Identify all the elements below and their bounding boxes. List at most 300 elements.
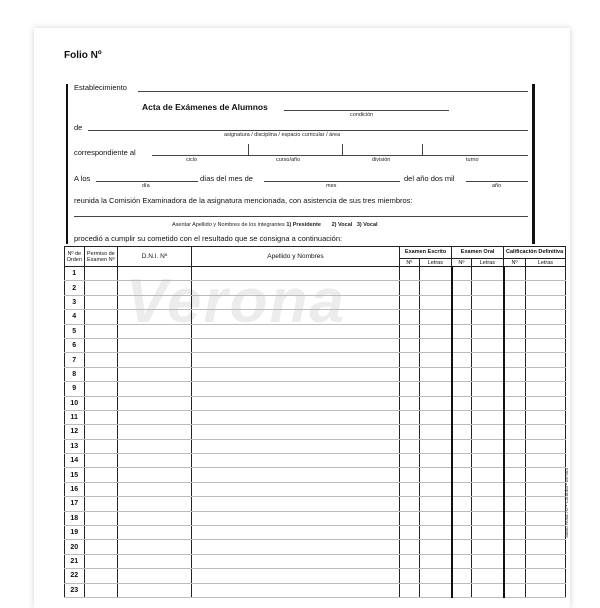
ano-hint: año — [492, 183, 502, 189]
procedio-text: procedió a cumplir su cometido con el resultado que se consigna a continuación: — [74, 234, 343, 243]
row-cell[interactable] — [118, 468, 192, 482]
row-cell[interactable] — [419, 526, 452, 540]
row-cell[interactable] — [525, 295, 565, 309]
table-row — [65, 338, 566, 352]
row-number: 8 — [65, 367, 85, 381]
row-cell[interactable] — [118, 396, 192, 410]
row-cell[interactable] — [84, 454, 118, 468]
table-row — [65, 511, 566, 525]
row-cell[interactable] — [118, 454, 192, 468]
asentar-hint — [172, 222, 378, 228]
row-cell[interactable] — [84, 425, 118, 439]
row-cell[interactable] — [452, 281, 472, 295]
row-cell[interactable] — [525, 382, 565, 396]
row-number: 7 — [65, 353, 85, 367]
row-cell[interactable] — [504, 468, 526, 482]
row-cell[interactable] — [525, 353, 565, 367]
table-row — [65, 425, 566, 439]
escrito-no-header: Nº — [400, 259, 420, 267]
row-cell[interactable] — [118, 439, 192, 453]
row-cell[interactable] — [471, 482, 504, 496]
row-cell[interactable] — [191, 367, 399, 381]
table-row — [65, 281, 566, 295]
mes-hint: mes — [326, 183, 337, 189]
row-cell[interactable] — [118, 367, 192, 381]
right-bar — [532, 84, 535, 244]
row-cell[interactable] — [419, 468, 452, 482]
row-cell[interactable] — [471, 439, 504, 453]
row-cell[interactable] — [419, 382, 452, 396]
row-cell[interactable] — [525, 569, 565, 583]
row-cell[interactable] — [471, 526, 504, 540]
row-cell[interactable] — [400, 497, 420, 511]
col-orden-header: Nº de Orden — [65, 247, 85, 267]
table-row — [65, 367, 566, 381]
row-cell[interactable] — [452, 324, 472, 338]
col-escrito-header: Examen Escrito — [400, 247, 452, 259]
row-cell[interactable] — [400, 540, 420, 554]
row-cell[interactable] — [400, 324, 420, 338]
tick-2 — [342, 144, 343, 156]
row-cell[interactable] — [504, 410, 526, 424]
row-cell[interactable] — [118, 310, 192, 324]
escrito-letras-header: Letras — [419, 259, 452, 267]
row-cell[interactable] — [525, 425, 565, 439]
table-row — [65, 353, 566, 367]
row-cell[interactable] — [471, 583, 504, 597]
row-cell[interactable] — [471, 497, 504, 511]
row-cell[interactable] — [191, 324, 399, 338]
row-cell[interactable] — [471, 324, 504, 338]
table-row — [65, 569, 566, 583]
row-cell[interactable] — [84, 439, 118, 453]
table-row — [65, 526, 566, 540]
row-number: 12 — [65, 425, 85, 439]
row-cell[interactable] — [84, 468, 118, 482]
mes-line[interactable] — [264, 181, 400, 182]
row-cell[interactable] — [84, 353, 118, 367]
row-number: 6 — [65, 338, 85, 352]
row-cell[interactable] — [419, 425, 452, 439]
row-number: 19 — [65, 526, 85, 540]
row-cell[interactable] — [419, 569, 452, 583]
row-cell[interactable] — [84, 324, 118, 338]
row-cell[interactable] — [419, 439, 452, 453]
row-cell[interactable] — [84, 482, 118, 496]
establecimiento-label: Establecimiento — [74, 83, 127, 92]
row-cell[interactable] — [118, 540, 192, 554]
row-cell[interactable] — [118, 526, 192, 540]
de-label: de — [74, 123, 83, 132]
presidente-label: 1) Presidente — [286, 222, 321, 228]
row-cell[interactable] — [525, 454, 565, 468]
row-cell[interactable] — [452, 497, 472, 511]
row-cell[interactable] — [471, 410, 504, 424]
row-cell[interactable] — [118, 353, 192, 367]
asentar-text: Asentar Apellido y Nombres de los integrantes — [172, 222, 285, 228]
row-cell[interactable] — [400, 295, 420, 309]
row-cell[interactable] — [471, 511, 504, 525]
row-cell[interactable] — [84, 338, 118, 352]
row-cell[interactable] — [191, 468, 399, 482]
row-cell[interactable] — [400, 367, 420, 381]
row-cell[interactable] — [452, 382, 472, 396]
row-cell[interactable] — [191, 338, 399, 352]
col-apellido-header: Apellido y Nombres — [191, 247, 399, 267]
row-cell[interactable] — [504, 540, 526, 554]
row-cell[interactable] — [504, 425, 526, 439]
row-cell[interactable] — [84, 511, 118, 525]
row-number: 16 — [65, 482, 85, 496]
row-cell[interactable] — [471, 396, 504, 410]
row-cell[interactable] — [118, 497, 192, 511]
row-cell[interactable] — [84, 382, 118, 396]
row-cell[interactable] — [504, 367, 526, 381]
row-cell[interactable] — [400, 454, 420, 468]
row-cell[interactable] — [452, 338, 472, 352]
row-cell[interactable] — [400, 396, 420, 410]
row-cell[interactable] — [471, 382, 504, 396]
row-cell[interactable] — [400, 511, 420, 525]
row-cell[interactable] — [118, 281, 192, 295]
row-cell[interactable] — [191, 554, 399, 568]
a-los-label: A los — [74, 174, 91, 183]
integrantes-line[interactable] — [74, 216, 528, 217]
row-cell[interactable] — [452, 583, 472, 597]
row-number: 13 — [65, 439, 85, 453]
row-cell[interactable] — [504, 526, 526, 540]
asignatura-hint: asignatura / disciplina / espacio curricular / área — [224, 132, 341, 138]
row-cell[interactable] — [525, 497, 565, 511]
row-cell[interactable] — [118, 482, 192, 496]
row-cell[interactable] — [504, 353, 526, 367]
row-cell[interactable] — [84, 540, 118, 554]
correspondiente-label: correspondiente al — [74, 148, 136, 157]
row-cell[interactable] — [452, 511, 472, 525]
row-cell[interactable] — [471, 569, 504, 583]
row-cell[interactable] — [504, 396, 526, 410]
row-cell[interactable] — [400, 267, 420, 281]
oral-no-header: Nº — [452, 259, 472, 267]
table-row — [65, 583, 566, 597]
table-body — [65, 267, 566, 598]
row-cell[interactable] — [400, 526, 420, 540]
row-cell[interactable] — [471, 353, 504, 367]
row-cell[interactable] — [191, 281, 399, 295]
row-cell[interactable] — [452, 569, 472, 583]
curso-hint: curso/año — [276, 157, 301, 163]
row-cell[interactable] — [504, 569, 526, 583]
condicion-line[interactable] — [284, 110, 449, 111]
row-cell[interactable] — [504, 310, 526, 324]
row-cell[interactable] — [525, 526, 565, 540]
row-cell[interactable] — [504, 267, 526, 281]
row-cell[interactable] — [84, 367, 118, 381]
row-cell[interactable] — [191, 396, 399, 410]
acta-title: Acta de Exámenes de Alumnos — [142, 102, 268, 112]
vocal3-label: 3) Vocal — [356, 222, 378, 228]
row-cell[interactable] — [525, 310, 565, 324]
row-cell[interactable] — [191, 526, 399, 540]
tick-3 — [422, 144, 423, 156]
row-cell[interactable] — [504, 382, 526, 396]
row-cell[interactable] — [471, 540, 504, 554]
table-row — [65, 554, 566, 568]
row-cell[interactable] — [84, 554, 118, 568]
row-cell[interactable] — [118, 267, 192, 281]
row-number: 2 — [65, 281, 85, 295]
condicion-hint: condición — [350, 112, 374, 118]
correspondiente-line[interactable] — [152, 155, 528, 156]
exam-form-sheet — [34, 28, 570, 608]
row-cell[interactable] — [471, 281, 504, 295]
tick-1 — [248, 144, 249, 156]
dias-del-mes-label: días del mes de — [200, 174, 253, 183]
row-cell[interactable] — [191, 310, 399, 324]
row-cell[interactable] — [419, 353, 452, 367]
row-number: 3 — [65, 295, 85, 309]
row-number: 10 — [65, 396, 85, 410]
row-cell[interactable] — [400, 338, 420, 352]
row-cell[interactable] — [419, 540, 452, 554]
row-cell[interactable] — [118, 425, 192, 439]
dia-hint: día — [142, 183, 150, 189]
row-cell[interactable] — [400, 482, 420, 496]
row-cell[interactable] — [84, 583, 118, 597]
row-cell[interactable] — [504, 482, 526, 496]
row-number: 15 — [65, 468, 85, 482]
row-cell[interactable] — [452, 425, 472, 439]
table-row — [65, 324, 566, 338]
row-number: 21 — [65, 554, 85, 568]
row-cell[interactable] — [471, 338, 504, 352]
establecimiento-line[interactable] — [138, 91, 528, 92]
row-cell[interactable] — [191, 353, 399, 367]
col-oral-header: Examen Oral — [452, 247, 504, 259]
row-cell[interactable] — [419, 281, 452, 295]
row-cell[interactable] — [471, 468, 504, 482]
row-cell[interactable] — [191, 569, 399, 583]
row-cell[interactable] — [504, 497, 526, 511]
oral-letras-header: Letras — [471, 259, 504, 267]
row-cell[interactable] — [504, 324, 526, 338]
row-cell[interactable] — [452, 267, 472, 281]
row-cell[interactable] — [452, 454, 472, 468]
division-hint: división — [372, 157, 391, 163]
row-cell[interactable] — [504, 281, 526, 295]
row-cell[interactable] — [471, 367, 504, 381]
row-number: 5 — [65, 324, 85, 338]
row-cell[interactable] — [525, 338, 565, 352]
row-cell[interactable] — [452, 468, 472, 482]
row-cell[interactable] — [118, 338, 192, 352]
left-bar — [66, 84, 68, 244]
row-cell[interactable] — [452, 482, 472, 496]
row-cell[interactable] — [419, 410, 452, 424]
row-cell[interactable] — [419, 396, 452, 410]
row-number: 23 — [65, 583, 85, 597]
dia-line[interactable] — [96, 181, 198, 182]
row-cell[interactable] — [191, 267, 399, 281]
row-cell[interactable] — [191, 454, 399, 468]
row-cell[interactable] — [400, 281, 420, 295]
row-cell[interactable] — [84, 310, 118, 324]
row-cell[interactable] — [84, 497, 118, 511]
row-cell[interactable] — [525, 439, 565, 453]
row-cell[interactable] — [118, 583, 192, 597]
row-cell[interactable] — [471, 310, 504, 324]
row-cell[interactable] — [84, 281, 118, 295]
table-row — [65, 439, 566, 453]
row-cell[interactable] — [452, 310, 472, 324]
row-cell[interactable] — [504, 439, 526, 453]
row-cell[interactable] — [191, 410, 399, 424]
row-number: 18 — [65, 511, 85, 525]
row-cell[interactable] — [84, 569, 118, 583]
row-cell[interactable] — [400, 353, 420, 367]
row-cell[interactable] — [525, 367, 565, 381]
row-cell[interactable] — [525, 410, 565, 424]
exam-table — [64, 246, 566, 598]
row-cell[interactable] — [504, 454, 526, 468]
row-cell[interactable] — [504, 511, 526, 525]
row-cell[interactable] — [419, 497, 452, 511]
col-calif-header: Calificación Definitiva — [504, 247, 566, 259]
row-cell[interactable] — [471, 295, 504, 309]
row-cell[interactable] — [525, 554, 565, 568]
row-cell[interactable] — [400, 468, 420, 482]
row-cell[interactable] — [84, 267, 118, 281]
verona-watermark: Verona — [126, 267, 346, 336]
row-cell[interactable] — [504, 554, 526, 568]
row-cell[interactable] — [525, 583, 565, 597]
table-row — [65, 295, 566, 309]
row-cell[interactable] — [84, 526, 118, 540]
row-cell[interactable] — [419, 454, 452, 468]
table-row — [65, 382, 566, 396]
row-cell[interactable] — [419, 324, 452, 338]
row-cell[interactable] — [471, 554, 504, 568]
row-cell[interactable] — [452, 554, 472, 568]
row-cell[interactable] — [452, 410, 472, 424]
row-cell[interactable] — [452, 526, 472, 540]
row-cell[interactable] — [471, 425, 504, 439]
table-row — [65, 468, 566, 482]
row-cell[interactable] — [419, 511, 452, 525]
row-cell[interactable] — [419, 295, 452, 309]
table-row — [65, 310, 566, 324]
row-cell[interactable] — [118, 569, 192, 583]
table-row — [65, 482, 566, 496]
ano-line[interactable] — [466, 181, 528, 182]
row-number: 20 — [65, 540, 85, 554]
table-row — [65, 497, 566, 511]
row-cell[interactable] — [400, 583, 420, 597]
row-number: 9 — [65, 382, 85, 396]
row-cell[interactable] — [525, 267, 565, 281]
row-cell[interactable] — [504, 338, 526, 352]
row-number: 22 — [65, 569, 85, 583]
row-cell[interactable] — [525, 396, 565, 410]
row-cell[interactable] — [400, 439, 420, 453]
row-cell[interactable] — [191, 583, 399, 597]
folio-label: Folio Nº — [64, 50, 102, 61]
col-permiso-header: Permiso de Examen Nº — [84, 247, 118, 267]
row-number: 17 — [65, 497, 85, 511]
row-cell[interactable] — [525, 468, 565, 482]
row-cell[interactable] — [419, 554, 452, 568]
del-ano-label: del año dos mil — [404, 174, 455, 183]
row-cell[interactable] — [471, 267, 504, 281]
calif-letras-header: Letras — [525, 259, 565, 267]
row-cell[interactable] — [400, 425, 420, 439]
row-cell[interactable] — [400, 310, 420, 324]
row-cell[interactable] — [525, 281, 565, 295]
ciclo-hint: ciclo — [186, 157, 198, 163]
row-cell[interactable] — [191, 295, 399, 309]
row-cell[interactable] — [452, 396, 472, 410]
row-cell[interactable] — [191, 425, 399, 439]
row-cell[interactable] — [419, 482, 452, 496]
row-cell[interactable] — [452, 295, 472, 309]
row-cell[interactable] — [191, 511, 399, 525]
table-row — [65, 267, 566, 281]
row-number: 11 — [65, 410, 85, 424]
row-cell[interactable] — [452, 540, 472, 554]
row-cell[interactable] — [400, 569, 420, 583]
row-cell[interactable] — [525, 324, 565, 338]
row-cell[interactable] — [400, 410, 420, 424]
row-cell[interactable] — [191, 482, 399, 496]
row-cell[interactable] — [525, 511, 565, 525]
row-cell[interactable] — [400, 554, 420, 568]
row-cell[interactable] — [84, 410, 118, 424]
row-cell[interactable] — [504, 295, 526, 309]
table-row — [65, 396, 566, 410]
asignatura-line[interactable] — [88, 130, 528, 131]
row-cell[interactable] — [118, 382, 192, 396]
comision-text: reunida la Comisión Examinadora de la asignatura mencionada, con asistencia de sus tres miembros: — [74, 196, 413, 205]
row-cell[interactable] — [191, 497, 399, 511]
row-cell[interactable] — [400, 382, 420, 396]
row-cell[interactable] — [118, 554, 192, 568]
row-cell[interactable] — [191, 382, 399, 396]
row-number: 4 — [65, 310, 85, 324]
row-cell[interactable] — [191, 439, 399, 453]
row-cell[interactable] — [452, 353, 472, 367]
row-cell[interactable] — [419, 267, 452, 281]
table-row — [65, 540, 566, 554]
row-cell[interactable] — [452, 367, 472, 381]
row-cell[interactable] — [84, 295, 118, 309]
row-cell[interactable] — [504, 583, 526, 597]
row-cell[interactable] — [191, 540, 399, 554]
row-cell[interactable] — [452, 439, 472, 453]
row-cell[interactable] — [419, 367, 452, 381]
row-cell[interactable] — [118, 295, 192, 309]
row-cell[interactable] — [419, 310, 452, 324]
row-cell[interactable] — [471, 454, 504, 468]
row-cell[interactable] — [525, 482, 565, 496]
table-row — [65, 454, 566, 468]
row-cell[interactable] — [118, 410, 192, 424]
row-cell[interactable] — [118, 324, 192, 338]
row-cell[interactable] — [84, 396, 118, 410]
row-cell[interactable] — [419, 338, 452, 352]
row-cell[interactable] — [525, 540, 565, 554]
row-cell[interactable] — [419, 583, 452, 597]
row-cell[interactable] — [118, 511, 192, 525]
